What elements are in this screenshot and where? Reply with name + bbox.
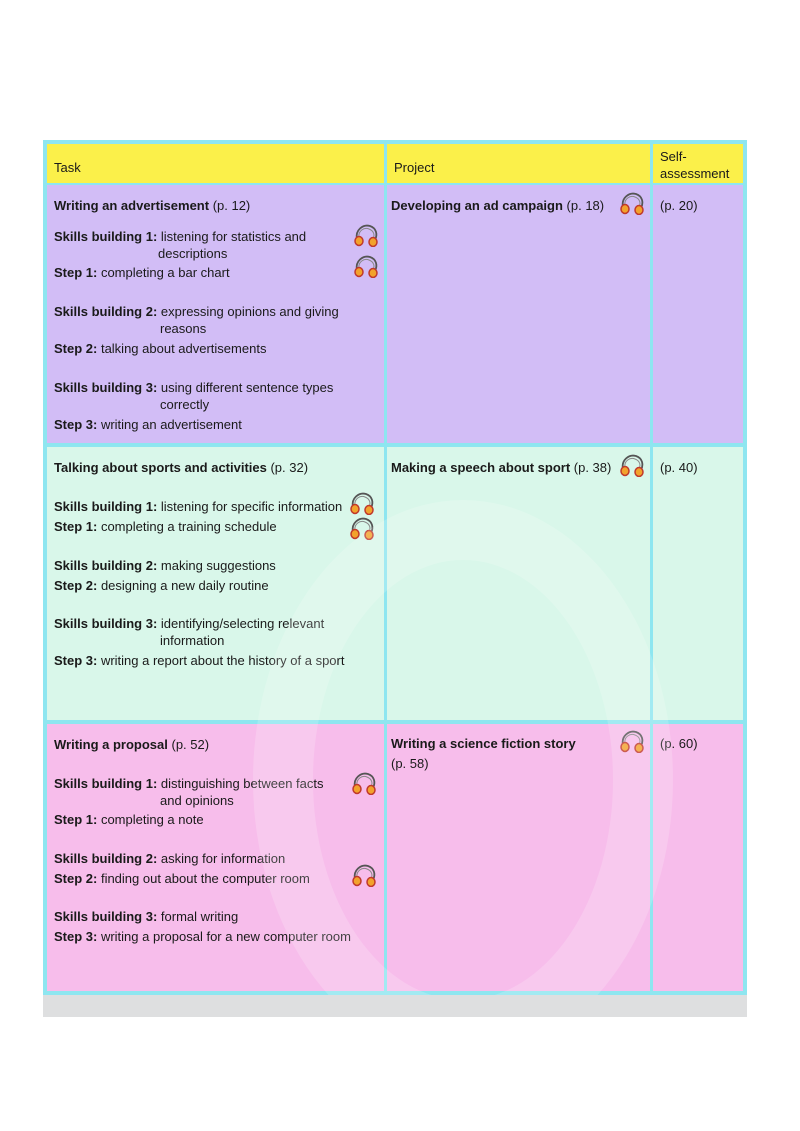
row-1-task <box>47 185 384 443</box>
sb-text: using different sentence types <box>157 380 334 395</box>
sb-label: Skills building 1: <box>54 776 158 791</box>
sb-label: Skills building 3: <box>54 909 158 924</box>
header-task-label: Task <box>54 160 81 175</box>
sb-text-cont: descriptions <box>158 246 228 261</box>
headphones-icon <box>619 729 645 753</box>
step-label: Step 1: <box>54 812 98 827</box>
headphones-icon <box>349 491 375 515</box>
header-project-label: Project <box>394 160 435 175</box>
step-text: writing a report about the history of a sport <box>97 653 345 668</box>
headphones-icon <box>351 863 377 887</box>
step-label: Step 3: <box>54 929 98 944</box>
sb-label: Skills building 2: <box>54 851 158 866</box>
step-label: Step 2: <box>54 871 98 886</box>
row-3-task <box>47 724 384 991</box>
row-3-self-assessment <box>653 724 743 991</box>
project-title-text: Making a speech about sport <box>391 460 571 475</box>
header-self-assessment <box>653 144 743 183</box>
step-label: Step 1: <box>54 519 98 534</box>
task-title <box>54 197 250 214</box>
header-self-assessment-line2: assessment <box>660 166 730 181</box>
step-label: Step 3: <box>54 417 98 432</box>
sb-text: making suggestions <box>157 558 276 573</box>
headphones-icon <box>619 453 645 477</box>
course-overview-table <box>43 140 747 995</box>
sb-text-cont: reasons <box>160 321 207 336</box>
project-title <box>391 735 576 752</box>
task-title <box>54 736 209 753</box>
step-3 <box>54 416 242 433</box>
skills-building-2 <box>54 850 285 867</box>
project-page: (p. 58) <box>391 756 429 771</box>
step-2 <box>54 577 269 594</box>
row-2-project <box>387 447 650 720</box>
sb-text: listening for statistics and <box>157 229 307 244</box>
skills-building-1 <box>54 228 306 245</box>
row-1-self-assessment <box>653 185 743 443</box>
sb-text-cont: and opinions <box>160 793 234 808</box>
sb-text: listening for specific information <box>157 499 343 514</box>
step-label: Step 3: <box>54 653 98 668</box>
sb-text: distinguishing between facts <box>157 776 324 791</box>
row-2-self-assessment <box>653 447 743 720</box>
project-title <box>391 197 604 214</box>
step-label: Step 2: <box>54 578 98 593</box>
sb-label: Skills building 3: <box>54 380 158 395</box>
step-text: writing an advertisement <box>97 417 242 432</box>
step-text: completing a note <box>97 812 204 827</box>
skills-building-3 <box>54 379 333 396</box>
header-project <box>387 144 650 183</box>
headphones-icon <box>351 771 377 795</box>
step-2 <box>54 870 310 887</box>
sb-label: Skills building 3: <box>54 616 158 631</box>
step-text: talking about advertisements <box>97 341 267 356</box>
step-text: completing a bar chart <box>97 265 230 280</box>
step-text: designing a new daily routine <box>97 578 269 593</box>
project-page: (p. 38) <box>570 460 612 475</box>
project-title-text: Developing an ad campaign <box>391 198 563 213</box>
header-self-assessment-line1: Self- <box>660 149 687 164</box>
self-assessment-page: (p. 20) <box>660 198 698 213</box>
headphones-icon <box>353 223 379 247</box>
task-page: (p. 12) <box>209 198 251 213</box>
skills-building-2 <box>54 557 276 574</box>
step-text: completing a training schedule <box>97 519 277 534</box>
header-task <box>47 144 384 183</box>
project-title <box>391 459 611 476</box>
skills-building-1 <box>54 775 324 792</box>
headphones-icon <box>353 254 379 278</box>
footer-bar <box>43 995 747 1017</box>
task-title <box>54 459 308 476</box>
step-1 <box>54 264 230 281</box>
sb-text-cont: correctly <box>160 397 210 412</box>
sb-label: Skills building 2: <box>54 558 158 573</box>
step-label: Step 2: <box>54 341 98 356</box>
step-text: finding out about the computer room <box>97 871 310 886</box>
skills-building-1 <box>54 498 342 515</box>
row-2-task <box>47 447 384 720</box>
step-text: writing a proposal for a new computer room <box>97 929 351 944</box>
self-assessment-page: (p. 60) <box>660 736 698 751</box>
task-title-text: Writing an advertisement <box>54 198 210 213</box>
sb-label: Skills building 1: <box>54 499 158 514</box>
skills-building-2 <box>54 303 339 320</box>
sb-label: Skills building 2: <box>54 304 158 319</box>
sb-text: asking for information <box>157 851 286 866</box>
sb-label: Skills building 1: <box>54 229 158 244</box>
sb-text: expressing opinions and giving <box>157 304 339 319</box>
skills-building-3 <box>54 615 324 632</box>
step-2 <box>54 340 266 357</box>
headphones-icon <box>619 191 645 215</box>
sb-text: formal writing <box>157 909 239 924</box>
self-assessment-page: (p. 40) <box>660 460 698 475</box>
sb-text: identifying/selecting relevant <box>157 616 325 631</box>
project-title-text: Writing a science fiction story <box>391 736 576 751</box>
step-3 <box>54 652 344 669</box>
step-3 <box>54 928 351 945</box>
project-page: (p. 18) <box>562 198 605 213</box>
task-title-text: Writing a proposal <box>54 737 168 752</box>
row-3-project <box>387 724 650 991</box>
task-title-text: Talking about sports and activities <box>54 460 267 475</box>
step-label: Step 1: <box>54 265 98 280</box>
step-1 <box>54 518 277 535</box>
sb-text-cont: information <box>160 633 225 648</box>
skills-building-3 <box>54 908 238 925</box>
task-page: (p. 52) <box>167 737 210 752</box>
step-1 <box>54 811 204 828</box>
headphones-icon <box>349 516 375 540</box>
task-page: (p. 32) <box>266 460 309 475</box>
row-1-project <box>387 185 650 443</box>
